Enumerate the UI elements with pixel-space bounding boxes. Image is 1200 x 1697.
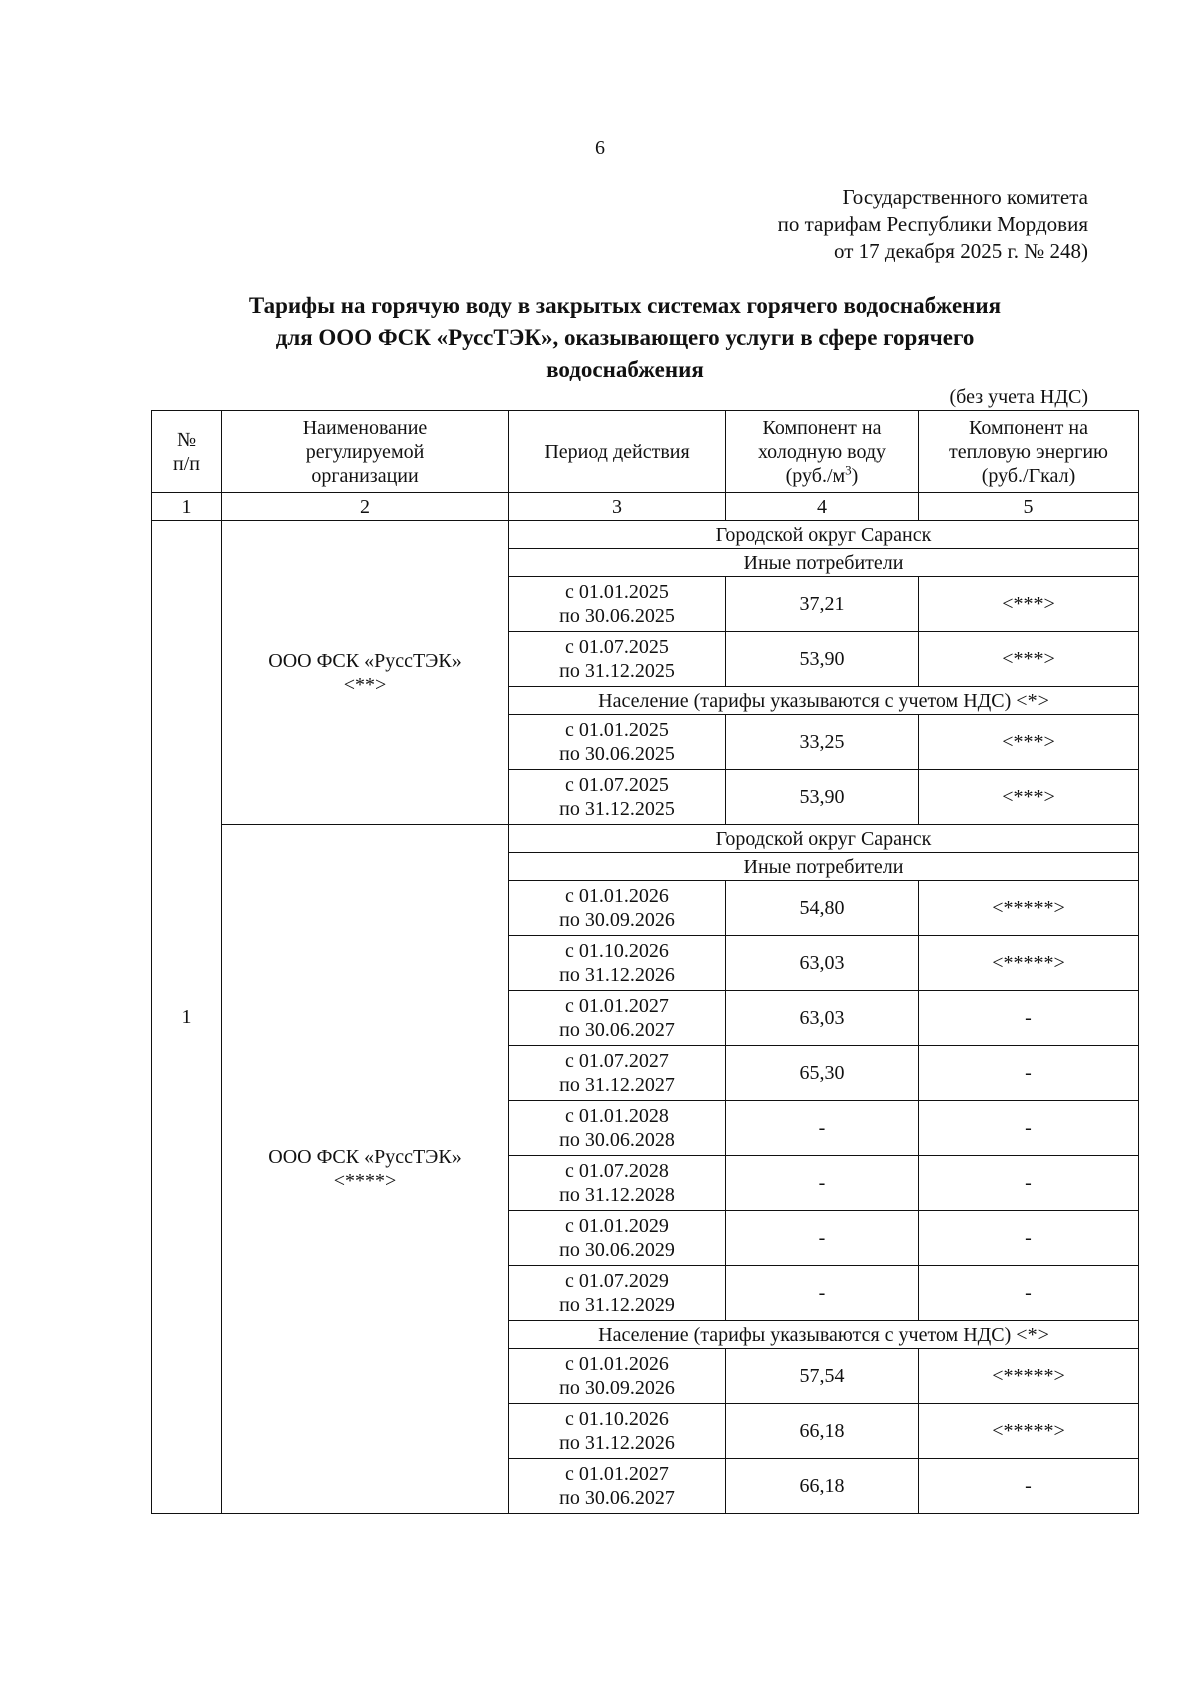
period-cell: с 01.01.2027 по 30.06.2027 — [509, 1459, 726, 1514]
organization-name: ООО ФСК «РуссТЭК» <****> — [222, 825, 509, 1514]
period-cell: с 01.01.2027 по 30.06.2027 — [509, 991, 726, 1046]
title-line: для ООО ФСК «РуссТЭК», оказывающего услуги в сфере горячего — [275, 325, 975, 350]
heat-energy-value: - — [919, 1101, 1139, 1156]
header-heat-energy: Компонент на тепловую энергию (руб./Гкал) — [919, 411, 1139, 493]
cold-water-value: 54,80 — [726, 881, 919, 936]
period-cell: с 01.01.2026 по 30.09.2026 — [509, 881, 726, 936]
cold-water-value: 53,90 — [726, 770, 919, 825]
cold-water-value: 65,30 — [726, 1046, 919, 1101]
cold-water-value: 63,03 — [726, 936, 919, 991]
period-cell: с 01.07.2025 по 31.12.2025 — [509, 632, 726, 687]
population-category-row-label: Население (тарифы указываются с учетом НДС) <*> — [509, 687, 1139, 715]
heat-energy-value: - — [919, 1266, 1139, 1321]
column-number: 3 — [509, 493, 726, 521]
cold-water-value: - — [726, 1211, 919, 1266]
tariff-table-body — [152, 521, 1139, 1514]
cold-water-value: 63,03 — [726, 991, 919, 1046]
district-label: Городской округ Саранск — [509, 521, 1139, 549]
district-row — [152, 521, 1139, 549]
cold-water-value: 57,54 — [726, 1349, 919, 1404]
header-number: № п/п — [152, 411, 222, 493]
title-line: водоснабжения — [546, 357, 704, 382]
heat-energy-value: <***> — [919, 577, 1139, 632]
cold-water-value: - — [726, 1101, 919, 1156]
cold-water-value: - — [726, 1266, 919, 1321]
heat-energy-value: <***> — [919, 632, 1139, 687]
cold-water-value: 37,21 — [726, 577, 919, 632]
period-cell: с 01.01.2025 по 30.06.2025 — [509, 715, 726, 770]
reference-line: от 17 декабря 2025 г. № 248) — [834, 239, 1088, 263]
consumer-category-row-label: Иные потребители — [509, 549, 1139, 577]
period-cell: с 01.10.2026 по 31.12.2026 — [509, 1404, 726, 1459]
column-number: 1 — [152, 493, 222, 521]
header-period: Период действия — [509, 411, 726, 493]
period-cell: с 01.01.2025 по 30.06.2025 — [509, 577, 726, 632]
page-number: 6 — [595, 137, 605, 159]
period-cell: с 01.01.2026 по 30.09.2026 — [509, 1349, 726, 1404]
reference-line: Государственного комитета — [842, 185, 1088, 209]
title-line: Тарифы на горячую воду в закрытых системах горячего водоснабжения — [248, 293, 1002, 318]
heat-energy-value: - — [919, 1211, 1139, 1266]
header-cold-water: Компонент на холодную воду $(руб./м^3)$ — [726, 411, 919, 493]
column-numbers-row — [152, 493, 1139, 521]
consumer-category-row-label: Иные потребители — [509, 853, 1139, 881]
heat-energy-value: - — [919, 1046, 1139, 1101]
column-number: 5 — [919, 493, 1139, 521]
period-cell: с 01.07.2027 по 31.12.2027 — [509, 1046, 726, 1101]
cold-water-value: 66,18 — [726, 1404, 919, 1459]
heat-energy-value: <*****> — [919, 1349, 1139, 1404]
document-title — [150, 290, 1100, 386]
heat-energy-value: <*****> — [919, 881, 1139, 936]
heat-energy-value: - — [919, 1459, 1139, 1514]
row-number: 1 — [152, 521, 222, 1514]
heat-energy-value: - — [919, 991, 1139, 1046]
district-label: Городской округ Саранск — [509, 825, 1139, 853]
district-row — [152, 825, 1139, 853]
vat-note: (без учета НДС) — [949, 386, 1088, 408]
column-number: 4 — [726, 493, 919, 521]
heat-energy-value: <*****> — [919, 936, 1139, 991]
cold-water-value: 53,90 — [726, 632, 919, 687]
period-cell: с 01.07.2025 по 31.12.2025 — [509, 770, 726, 825]
cold-water-value: 66,18 — [726, 1459, 919, 1514]
heat-energy-value: <***> — [919, 715, 1139, 770]
cold-water-value: 33,25 — [726, 715, 919, 770]
organization-name: ООО ФСК «РуссТЭК» <**> — [222, 521, 509, 825]
period-cell: с 01.07.2029 по 31.12.2029 — [509, 1266, 726, 1321]
reference-line: по тарифам Республики Мордовия — [777, 212, 1088, 236]
population-category-row-label: Население (тарифы указываются с учетом НДС) <*> — [509, 1321, 1139, 1349]
document-reference — [778, 184, 1088, 265]
period-cell: с 01.10.2026 по 31.12.2026 — [509, 936, 726, 991]
period-cell: с 01.01.2028 по 30.06.2028 — [509, 1101, 726, 1156]
table-header-row — [152, 411, 1139, 493]
cold-water-value: - — [726, 1156, 919, 1211]
header-organization: Наименование регулируемой организации — [222, 411, 509, 493]
heat-energy-value: <***> — [919, 770, 1139, 825]
heat-energy-value: - — [919, 1156, 1139, 1211]
tariff-table — [151, 410, 1139, 1514]
column-number: 2 — [222, 493, 509, 521]
period-cell: с 01.07.2028 по 31.12.2028 — [509, 1156, 726, 1211]
period-cell: с 01.01.2029 по 30.06.2029 — [509, 1211, 726, 1266]
heat-energy-value: <*****> — [919, 1404, 1139, 1459]
